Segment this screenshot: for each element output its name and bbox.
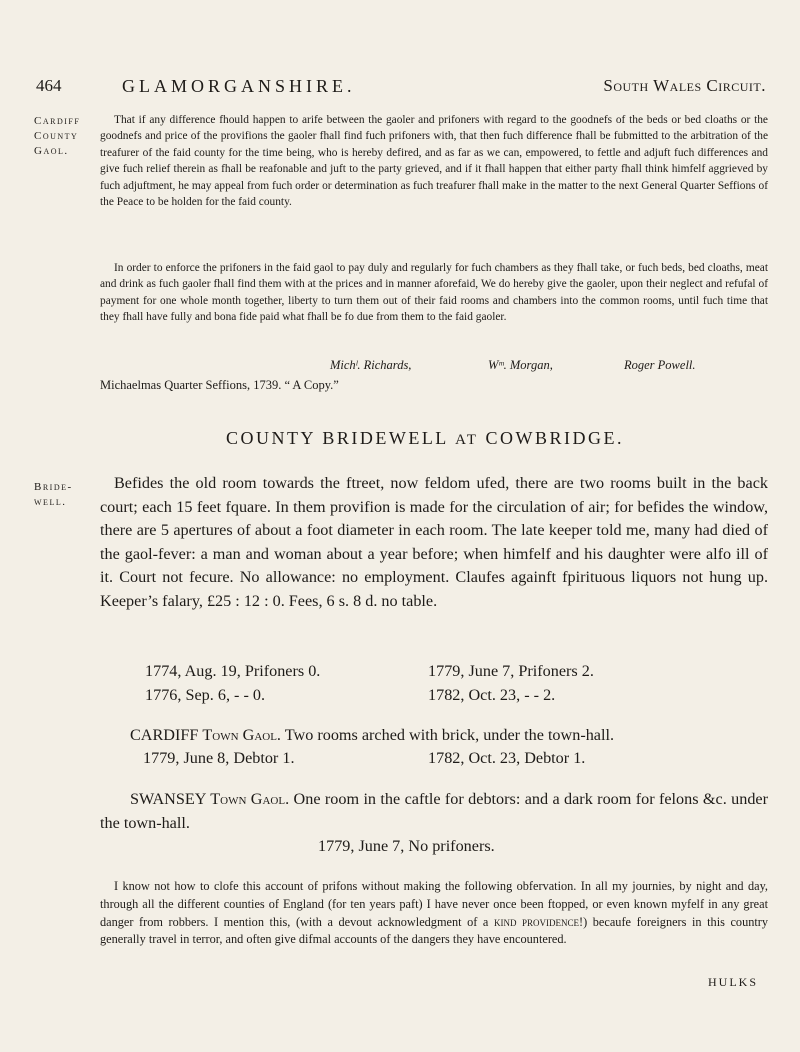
- signatures: [100, 358, 768, 376]
- signature: Wᵐ. Morgan,: [488, 358, 553, 372]
- margin-line: County: [34, 130, 79, 142]
- margin-line: Gaol.: [34, 145, 69, 157]
- bridewell-stat: 1779, June 7, Prifoners 2.: [428, 662, 594, 680]
- cardiff-stat: 1779, June 8, Debtor 1.: [143, 749, 295, 767]
- cardiff-town-gaol: [100, 724, 768, 748]
- swansey-text: One room in the caftle for debtors: and a dark room for felons &c. under the town-hall.: [100, 790, 768, 832]
- bridewell-stat: 1776, Sep. 6, - - 0.: [145, 686, 266, 704]
- circuit-title: South Wales Circuit.: [603, 76, 766, 95]
- catchword: HULKS: [708, 975, 759, 989]
- paragraph-arbitration: That if any difference fhould happen to arife between the gaoler and prifoners with regard to the goodnefs of the beds or bed cloaths or the goodnefs and price of the provifions the gaoler fhall find fuch prifoners with, that then fuch difference fhall be fubmitted to the arbitration of the treafurer of the faid county for the time being, who is hereby defired, and as far as we can, empowered, to fettle and adjuft fuch differences and give fuch relief therein as fhall be reafonable and juft to the party grieved, and if it fhall happen that either party fhall think himfelf aggrieved by fuch adjuftment, he may appeal from fuch order or determination as fuch treafurer fhall make in the matter to the next General Quarter Seffions of the Peace to be holden for the faid county.: [100, 114, 768, 209]
- cardiff-text: Two rooms arched with brick, under the town-hall.: [284, 726, 615, 744]
- swansey-name: SWANSEY: [130, 790, 206, 808]
- running-title: GLAMORGANSHIRE.: [122, 76, 356, 96]
- cardiff-name: CARDIFF: [130, 726, 199, 744]
- heading-part: COUNTY BRIDEWELL: [226, 428, 449, 448]
- running-header: [36, 76, 766, 104]
- page-number: 464: [36, 76, 62, 95]
- date-line: Michaelmas Quarter Seffions, 1739. “ A Copy.”: [100, 378, 339, 392]
- bridewell-description: Befides the old room towards the ftreet, now feldom ufed, there are two rooms built in the back court; each 15 feet fquare. In them provifion is made for the circulation of air; for befides the window, there are 5 apertures of about a foot diameter in each room. The late keeper told me, many had died of the gaol-fever: a man and woman about a year before; when himfelf and his daughter were alfo ill of it. Court not fecure. No allowance: no employment. Claufes againft fpirituous liquors not hung up. Keeper’s falary, £25 : 12 : 0. Fees, 6 s. 8 d. no table.: [100, 474, 768, 610]
- bridewell-stat: 1774, Aug. 19, Prifoners 0.: [145, 662, 321, 680]
- cardiff-stat: 1782, Oct. 23, Debtor 1.: [428, 749, 586, 767]
- margin-line: Cardiff: [34, 115, 81, 127]
- closing-observation: [100, 878, 768, 949]
- heading-at: AT: [455, 432, 479, 448]
- heading-part: COWBRIDGE.: [485, 428, 624, 448]
- margin-line: well.: [34, 496, 67, 508]
- swansey-stat: 1779, June 7, No prifoners.: [318, 837, 495, 855]
- kind-providence: kind providence: [493, 914, 580, 929]
- closing-text: I know not how to clofe this account of prifons without making the following obfervation. In all my journies, by night and day, through all the different counties of England (for ten years paft) I have never once been ftopped, or even known myfelf in any great danger from robbers. I mention this, (with a devout acknowledgment of a: [100, 879, 768, 929]
- swansey-town-gaol: [100, 788, 768, 835]
- closing-text: !) becaufe foreigners in this country generally travel in terror, and often give difmal accounts of the dangers they have encountered.: [100, 914, 769, 947]
- cardiff-label: Town Gaol.: [202, 726, 281, 744]
- margin-note-bridewell: [34, 480, 73, 510]
- margin-line: Bride-: [34, 481, 73, 493]
- bridewell-heading: [226, 428, 624, 449]
- signature: Roger Powell.: [624, 358, 696, 372]
- margin-note-cardiff-county-gaol: [34, 114, 80, 159]
- swansey-label: Town Gaol.: [210, 790, 290, 808]
- signature: Michˡ. Richards,: [330, 358, 412, 372]
- bridewell-stat: 1782, Oct. 23, - - 2.: [428, 686, 556, 704]
- paragraph-enforcement: In order to enforce the prifoners in the faid gaol to pay duly and regularly for fuch chambers as they fhall take, or fuch beds, bed cloaths, meat and drink as fuch gaoler fhall find them with at the prices and in manner aforefaid, We do hereby give the gaoler, upon their neglect and refufal of payment for one whole month together, liberty to turn them out of their faid rooms and chambers into the common rooms, until fuch time that they fhall have fully and bona fide paid what fhall be fo due from them to the faid gaoler.: [100, 262, 768, 324]
